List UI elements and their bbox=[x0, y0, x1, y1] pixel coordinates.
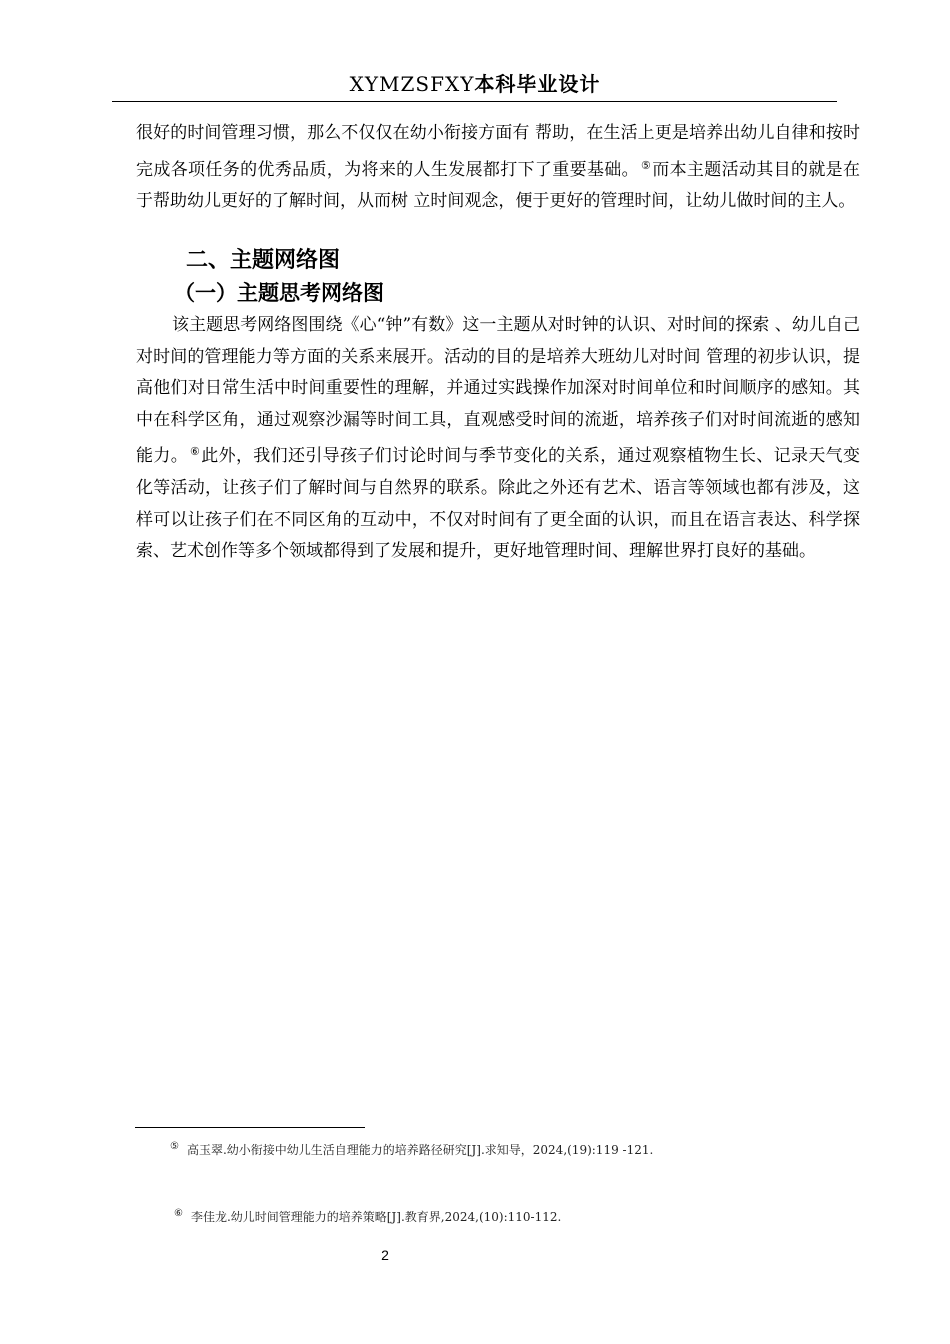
section-heading: 二、主题网络图 bbox=[186, 248, 341, 273]
paragraph-2-text: 该主题思考网络图围绕《心“钟”有数》这一主题从对时钟的认识、对时间的探索 、幼儿自己对时间的管理能力等方面的关系来展开。活动的目的是培养大班幼儿对时间 管理的初步认识，提高他们对日常生活中时间重要性的理解，并通过实践操作加深对时间单位和时间顺序的感知。其中在科学区角，通过观察沙漏等时间工具，直观感受时间的流逝，培养孩子们对时间流逝的感知能力。 bbox=[136, 315, 860, 467]
header-title: 本科毕业设计 bbox=[474, 72, 601, 96]
page-number: 2 bbox=[381, 1247, 389, 1263]
running-header bbox=[0, 68, 950, 97]
paragraph-1-tail: 而本主题活动其目的就是在于帮助幼儿更好的了解时间，从而树 立时间观念，便于更好的管理时间，让幼儿做时间的主人。 bbox=[136, 159, 861, 212]
footnote-divider bbox=[135, 1127, 365, 1128]
paragraph-1-text: 很好的时间管理习惯，那么不仅仅在幼小衔接方面有 帮助，在生活上更是培养出幼儿自律和按时完成各项任务的优秀品质，为将来的人生发展都打下了重要基础。 bbox=[136, 123, 860, 180]
footnote-5-text: 高玉翠.幼小衔接中幼儿生活自理能力的培养路径研究[J].求知导，2024,(19):119 -121. bbox=[186, 1143, 654, 1157]
header-divider bbox=[112, 101, 837, 102]
paragraph-2 bbox=[136, 310, 860, 568]
footnote-ref-5[interactable]: ⑤ bbox=[641, 158, 652, 172]
subsection-heading: （一）主题思考网络图 bbox=[174, 281, 384, 305]
paragraph-2-tail: 此外，我们还引导孩子们讨论时间与季节变化的关系，通过观察植物生长、记录天气变化等活动，让孩子们了解时间与自然界的联系。除此之外还有艺术、语言等领域也都有涉及，这样可以让孩子们在不同区角的互动中，不仅对时间有了更全面的认识，而且在语言表达、科学探索、艺术创作等多个领域都得到了发展和提升，更好地管理时间、理解世界打良好的基础。 bbox=[136, 446, 861, 562]
footnote-6 bbox=[174, 1208, 561, 1225]
header-school-code: XYMZSFXY bbox=[349, 72, 475, 96]
footnote-5-mark: ⑤ bbox=[170, 1141, 179, 1152]
footnote-5 bbox=[170, 1141, 653, 1158]
footnote-6-mark: ⑥ bbox=[174, 1208, 183, 1219]
paragraph-1 bbox=[136, 118, 860, 218]
footnote-6-text: 李佳龙.幼儿时间管理能力的培养策略[J].教育界,2024,(10):110-112. bbox=[190, 1210, 562, 1224]
footnote-ref-6[interactable]: ⑥ bbox=[190, 445, 201, 459]
